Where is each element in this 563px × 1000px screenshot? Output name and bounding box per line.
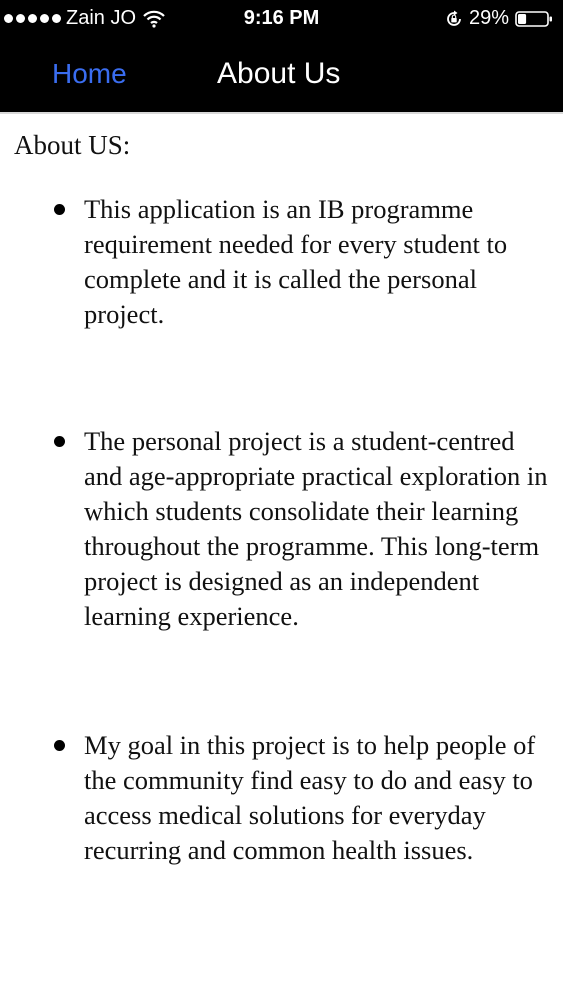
orientation-lock-icon [445, 10, 463, 28]
status-right [445, 7, 553, 30]
nav-divider [0, 112, 563, 114]
bullet-text: This application is an IB programme requirement needed for every student to complete and it is called the personal project. [84, 194, 508, 329]
battery-percent: 29% [468, 7, 509, 29]
about-heading: About US: [14, 130, 131, 160]
status-bar [0, 0, 563, 38]
bullet-text: The personal project is a student-centred and age-appropriate practical exploration in which students consolidate their learning throughout the programme. This long-term project is designed as an independent learning experience. [84, 426, 548, 631]
bullet-item [84, 192, 554, 332]
status-time: 9:16 PM [243, 7, 320, 29]
battery-icon [515, 10, 553, 28]
bullet-item [84, 424, 554, 634]
bullet-item [84, 728, 554, 868]
page-title: About Us [217, 57, 341, 90]
navigation-bar [0, 38, 563, 112]
home-back-button[interactable]: Home [52, 58, 127, 89]
bullet-text: My goal in this project is to help people of the community find easy to do and easy to access medical solutions for everyday recurring and common health issues. [84, 730, 536, 865]
bullet-dot-icon [54, 204, 65, 215]
bullet-dot-icon [54, 740, 65, 751]
bullet-dot-icon [54, 436, 65, 447]
carrier-name: Zain JO [66, 7, 137, 29]
